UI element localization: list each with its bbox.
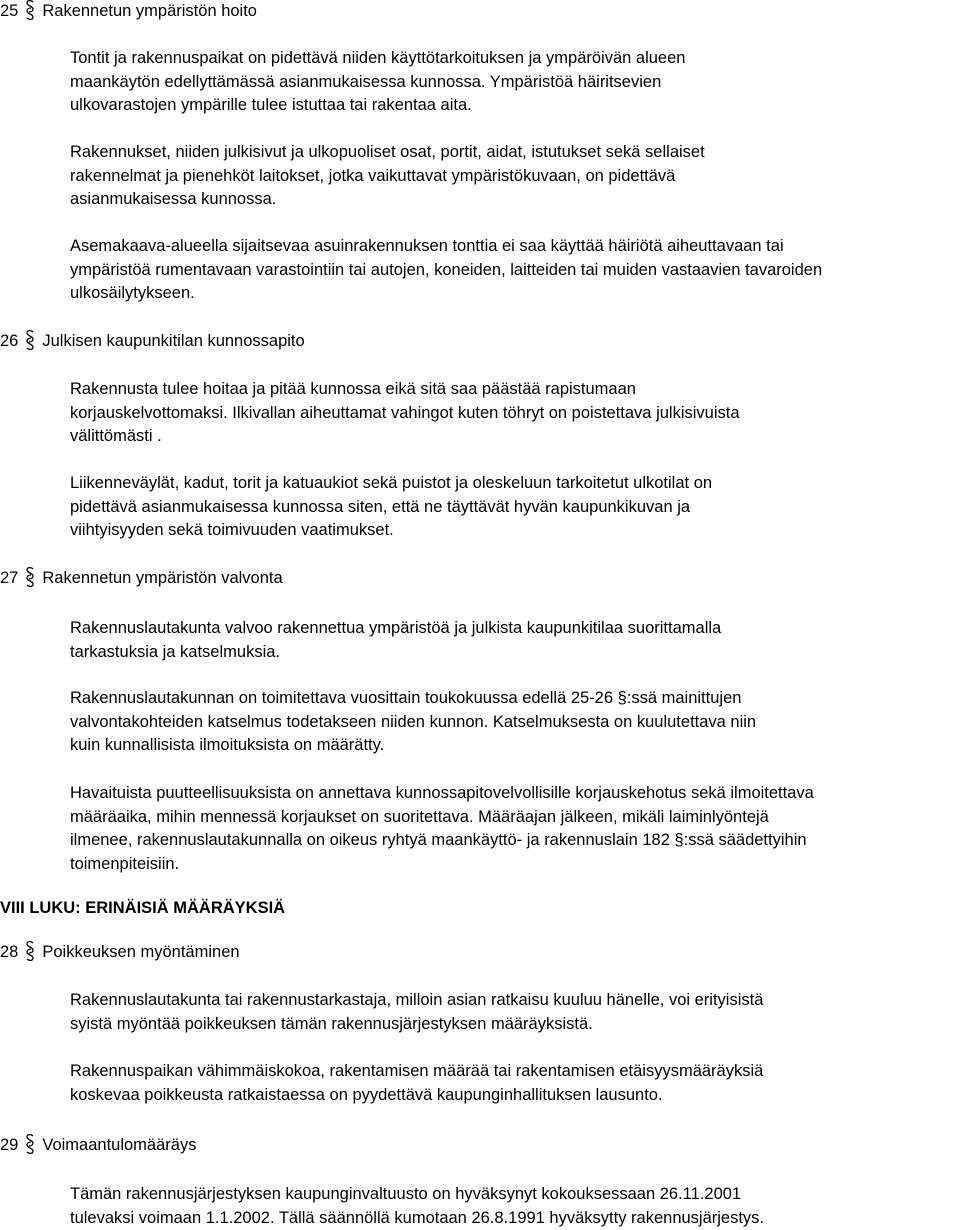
paragraph-line: ulkosäilytykseen.: [70, 282, 958, 306]
section-heading-25: [0, 0, 257, 22]
paragraph-line: asianmukaisessa kunnossa.: [70, 188, 958, 212]
section-title: Rakennetun ympäristön hoito: [42, 2, 257, 20]
section-title: Julkisen kaupunkitilan kunnossapito: [42, 332, 304, 350]
section-number: 25: [0, 2, 18, 20]
paragraph-line: ulkovarastojen ympärille tulee istuttaa tai rakentaa aita.: [70, 94, 958, 118]
paragraph-line: koskevaa poikkeusta ratkaistaessa on pyydettävä kaupunginhallituksen lausunto.: [70, 1084, 958, 1108]
paragraph-line: ilmenee, rakennuslautakunnalla on oikeus ryhtyä maankäyttö- ja rakennuslain 182 §:ssä säädettyihin: [70, 829, 958, 853]
paragraph-line: määräaika, mihin mennessä korjaukset on suoritettava. Määräajan jälkeen, mikäli laiminlyöntejä: [70, 806, 958, 830]
paragraph: [70, 617, 958, 664]
paragraph-line: tarkastuksia ja katselmuksia.: [70, 641, 958, 665]
section-title: Voimaantulomääräys: [42, 1136, 196, 1154]
paragraph-line: viihtyisyyden sekä toimivuuden vaatimukset.: [70, 519, 958, 543]
paragraph: [70, 1060, 958, 1107]
paragraph-line: Tontit ja rakennuspaikat on pidettävä niiden käyttötarkoituksen ja ympäröivän alueen: [70, 47, 958, 71]
section-number: 28: [0, 943, 18, 961]
paragraph: [70, 782, 958, 876]
section-title: Rakennetun ympäristön valvonta: [42, 569, 282, 587]
section-heading-27: [0, 567, 283, 589]
paragraph-line: Havaituista puutteellisuuksista on annettava kunnossapitovelvollisille korjauskehotus sekä ilmoitettava: [70, 782, 958, 806]
paragraph-line: Rakennukset, niiden julkisivut ja ulkopuoliset osat, portit, aidat, istutukset sekä sellaiset: [70, 141, 958, 165]
section-sign-icon: [25, 0, 35, 20]
paragraph-line: Rakennuspaikan vähimmäiskokoa, rakentamisen määrää tai rakentamisen etäisyysmääräyksiä: [70, 1060, 958, 1084]
paragraph-line: valvontakohteiden katselmus todetakseen niiden kunnon. Katselmuksesta on kuulutettava niin: [70, 711, 958, 735]
section-sign-icon: [25, 1134, 35, 1154]
paragraph-line: Tämän rakennusjärjestyksen kaupunginvaltuusto on hyväksynyt kokouksessaan 26.11.2001: [70, 1183, 958, 1207]
section-sign-icon: [25, 941, 35, 961]
section-sign-icon: [25, 330, 35, 350]
paragraph-line: Liikenneväylät, kadut, torit ja katuaukiot sekä puistot ja oleskeluun tarkoitetut ulkotilat on: [70, 472, 958, 496]
paragraph-line: välittömästi .: [70, 425, 958, 449]
paragraph-line: toimenpiteisiin.: [70, 853, 958, 877]
section-number: 29: [0, 1136, 18, 1154]
section-number: 27: [0, 569, 18, 587]
paragraph: [70, 141, 958, 212]
paragraph: [70, 989, 958, 1036]
paragraph: [70, 235, 958, 306]
paragraph-line: Rakennuslautakunnan on toimitettava vuosittain toukokuussa edellä 25-26 §:ssä mainittujen: [70, 687, 958, 711]
paragraph-line: kuin kunnallisista ilmoituksista on määrätty.: [70, 734, 958, 758]
paragraph: [70, 1183, 958, 1230]
paragraph-line: Rakennuslautakunta tai rakennustarkastaja, milloin asian ratkaisu kuuluu hänelle, voi erityisistä: [70, 989, 958, 1013]
section-heading-29: [0, 1134, 196, 1156]
paragraph-line: pidettävä asianmukaisessa kunnossa siten, että ne täyttävät hyvän kaupunkikuvan ja: [70, 496, 958, 520]
section-title: Poikkeuksen myöntäminen: [42, 943, 239, 961]
paragraph-line: ympäristöä rumentavaan varastointiin tai autojen, koneiden, laitteiden tai muiden vastaavien tavaroiden: [70, 259, 958, 283]
section-heading-26: [0, 330, 305, 352]
section-sign-icon: [25, 567, 35, 587]
paragraph-line: maankäytön edellyttämässä asianmukaisessa kunnossa. Ympäristöä häiritsevien: [70, 71, 958, 95]
paragraph-line: Rakennuslautakunta valvoo rakennettua ympäristöä ja julkista kaupunkitilaa suorittamalla: [70, 617, 958, 641]
paragraph: [70, 687, 958, 758]
paragraph-line: Rakennusta tulee hoitaa ja pitää kunnossa eikä sitä saa päästää rapistumaan: [70, 378, 958, 402]
paragraph-line: tulevaksi voimaan 1.1.2002. Tällä säännöllä kumotaan 26.8.1991 hyväksytty rakennusjärjestys.: [70, 1207, 958, 1230]
section-number: 26: [0, 332, 18, 350]
chapter-heading: VIII LUKU: ERINÄISIÄ MÄÄRÄYKSIÄ: [0, 897, 285, 919]
paragraph-line: korjauskelvottomaksi. Ilkivallan aiheuttamat vahingot kuten töhryt on poistettava julkisivuista: [70, 402, 958, 426]
section-heading-28: [0, 941, 240, 963]
paragraph: [70, 378, 958, 449]
paragraph-line: Asemakaava-alueella sijaitsevaa asuinrakennuksen tonttia ei saa käyttää häiriötä aiheuttavaan tai: [70, 235, 958, 259]
paragraph: [70, 472, 958, 543]
paragraph: [70, 47, 958, 118]
paragraph-line: rakennelmat ja pienehköt laitokset, jotka vaikuttavat ympäristökuvaan, on pidettävä: [70, 165, 958, 189]
paragraph-line: syistä myöntää poikkeuksen tämän rakennusjärjestyksen määräyksistä.: [70, 1013, 958, 1037]
